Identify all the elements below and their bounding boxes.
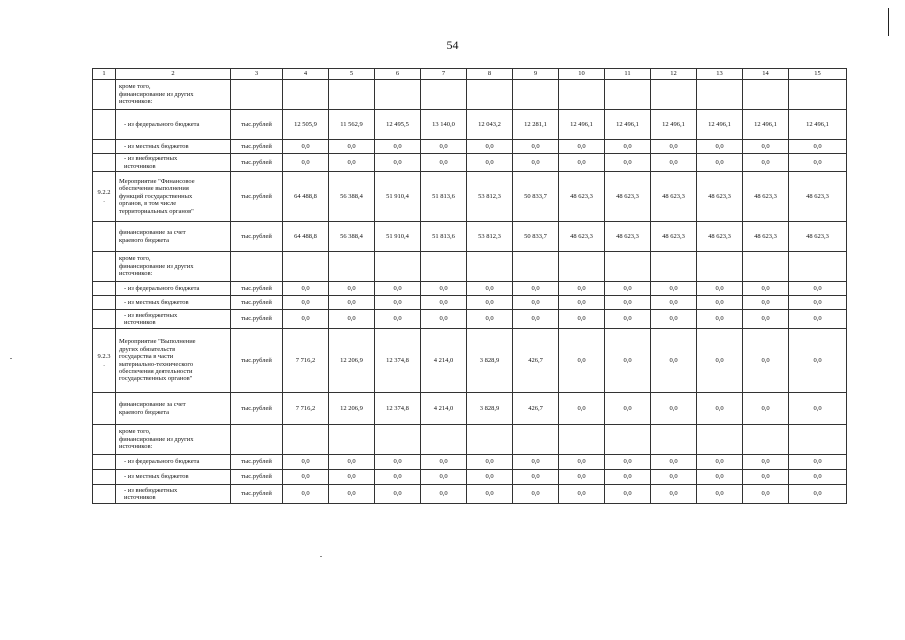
value-cell: 0,0 <box>789 154 847 172</box>
value-cell <box>651 252 697 282</box>
row-name: - из федерального бюджета <box>116 282 231 296</box>
row-code <box>93 425 116 455</box>
value-cell: 0,0 <box>559 282 605 296</box>
value-cell: 0,0 <box>743 296 789 310</box>
table-row <box>93 296 847 310</box>
value-cell: 48 623,3 <box>743 172 789 222</box>
row-code: 9.2.2 . <box>93 172 116 222</box>
value-cell: 48 623,3 <box>605 172 651 222</box>
row-code <box>93 222 116 252</box>
value-cell: 0,0 <box>697 140 743 154</box>
column-number: 5 <box>329 69 375 80</box>
column-number: 10 <box>559 69 605 80</box>
value-cell: 0,0 <box>421 485 467 504</box>
value-cell: 0,0 <box>697 393 743 425</box>
column-number: 9 <box>513 69 559 80</box>
value-cell: 12 496,1 <box>605 110 651 140</box>
value-cell: 426,7 <box>513 329 559 393</box>
table-row <box>93 485 847 504</box>
value-cell: 12 496,1 <box>559 110 605 140</box>
value-cell: 0,0 <box>605 310 651 329</box>
value-cell: 0,0 <box>743 329 789 393</box>
row-unit: тыс.рублей <box>231 296 283 310</box>
value-cell: 0,0 <box>743 485 789 504</box>
column-number: 15 <box>789 69 847 80</box>
value-cell: 48 623,3 <box>651 172 697 222</box>
value-cell: 0,0 <box>513 310 559 329</box>
table-row <box>93 252 847 282</box>
value-cell: 0,0 <box>559 140 605 154</box>
column-number: 2 <box>116 69 231 80</box>
value-cell <box>605 252 651 282</box>
value-cell: 0,0 <box>421 154 467 172</box>
value-cell <box>283 425 329 455</box>
table-row <box>93 470 847 485</box>
value-cell <box>329 80 375 110</box>
row-name: - из местных бюджетов <box>116 296 231 310</box>
row-unit <box>231 425 283 455</box>
row-name: финансирование за счет краевого бюджета <box>116 393 231 425</box>
value-cell: 48 623,3 <box>559 172 605 222</box>
row-unit: тыс.рублей <box>231 172 283 222</box>
row-unit: тыс.рублей <box>231 140 283 154</box>
value-cell <box>375 425 421 455</box>
value-cell: 12 495,5 <box>375 110 421 140</box>
row-code <box>93 154 116 172</box>
value-cell <box>421 80 467 110</box>
value-cell <box>743 252 789 282</box>
table-row <box>93 310 847 329</box>
row-code <box>93 110 116 140</box>
value-cell <box>559 252 605 282</box>
row-name: Мероприятие "Финансовое обеспечение выполнения функций государственных органов, в том числе территориальных органов" <box>116 172 231 222</box>
value-cell: 0,0 <box>375 282 421 296</box>
value-cell <box>375 252 421 282</box>
value-cell: 0,0 <box>789 140 847 154</box>
value-cell: 0,0 <box>651 455 697 470</box>
row-code <box>93 296 116 310</box>
row-unit: тыс.рублей <box>231 329 283 393</box>
table-row <box>93 425 847 455</box>
value-cell: 56 388,4 <box>329 172 375 222</box>
row-unit: тыс.рублей <box>231 222 283 252</box>
table-row <box>93 154 847 172</box>
value-cell: 12 496,1 <box>697 110 743 140</box>
row-name: - из внебюджетных источников <box>116 154 231 172</box>
value-cell: 0,0 <box>743 470 789 485</box>
value-cell <box>513 80 559 110</box>
value-cell: 0,0 <box>421 282 467 296</box>
value-cell: 4 214,0 <box>421 393 467 425</box>
row-code <box>93 80 116 110</box>
value-cell: 56 388,4 <box>329 222 375 252</box>
value-cell: 0,0 <box>605 470 651 485</box>
value-cell <box>559 425 605 455</box>
value-cell: 0,0 <box>375 296 421 310</box>
row-name: финансирование за счет краевого бюджета <box>116 222 231 252</box>
value-cell: 53 812,3 <box>467 172 513 222</box>
value-cell: 0,0 <box>605 140 651 154</box>
column-number: 11 <box>605 69 651 80</box>
value-cell: 0,0 <box>329 470 375 485</box>
value-cell: 0,0 <box>559 485 605 504</box>
table-row <box>93 455 847 470</box>
value-cell: 0,0 <box>697 470 743 485</box>
value-cell: 0,0 <box>329 310 375 329</box>
value-cell: 0,0 <box>513 455 559 470</box>
value-cell <box>697 425 743 455</box>
value-cell: 48 623,3 <box>789 172 847 222</box>
value-cell <box>513 252 559 282</box>
value-cell <box>697 80 743 110</box>
column-number: 13 <box>697 69 743 80</box>
value-cell: 0,0 <box>467 310 513 329</box>
row-name: - из федерального бюджета <box>116 455 231 470</box>
value-cell: 0,0 <box>559 329 605 393</box>
row-unit: тыс.рублей <box>231 154 283 172</box>
value-cell: 0,0 <box>743 455 789 470</box>
value-cell: 50 833,7 <box>513 172 559 222</box>
value-cell <box>329 425 375 455</box>
value-cell: 3 828,9 <box>467 393 513 425</box>
value-cell: 0,0 <box>513 470 559 485</box>
row-name: - из федерального бюджета <box>116 110 231 140</box>
value-cell: 0,0 <box>605 393 651 425</box>
value-cell: 0,0 <box>789 393 847 425</box>
value-cell: 0,0 <box>375 455 421 470</box>
value-cell: 50 833,7 <box>513 222 559 252</box>
value-cell <box>329 252 375 282</box>
row-unit: тыс.рублей <box>231 393 283 425</box>
value-cell: 0,0 <box>375 140 421 154</box>
value-cell: 12 374,8 <box>375 393 421 425</box>
value-cell: 48 623,3 <box>605 222 651 252</box>
row-unit: тыс.рублей <box>231 485 283 504</box>
value-cell: 64 488,8 <box>283 172 329 222</box>
value-cell: 12 374,8 <box>375 329 421 393</box>
value-cell: 0,0 <box>375 485 421 504</box>
value-cell <box>467 425 513 455</box>
row-name: - из внебюджетных источников <box>116 310 231 329</box>
table-row <box>93 222 847 252</box>
row-code <box>93 282 116 296</box>
value-cell: 0,0 <box>651 140 697 154</box>
value-cell: 0,0 <box>283 485 329 504</box>
value-cell: 48 623,3 <box>651 222 697 252</box>
value-cell: 7 716,2 <box>283 329 329 393</box>
table-row <box>93 393 847 425</box>
row-name: кроме того, финансирование из других источников: <box>116 80 231 110</box>
value-cell: 0,0 <box>743 393 789 425</box>
value-cell: 0,0 <box>651 296 697 310</box>
value-cell: 0,0 <box>513 296 559 310</box>
row-name: - из местных бюджетов <box>116 140 231 154</box>
row-code <box>93 393 116 425</box>
value-cell: 0,0 <box>697 282 743 296</box>
value-cell: 12 281,1 <box>513 110 559 140</box>
value-cell: 0,0 <box>421 310 467 329</box>
value-cell: 12 206,9 <box>329 393 375 425</box>
value-cell: 0,0 <box>375 470 421 485</box>
margin-rule <box>888 8 889 36</box>
value-cell: 0,0 <box>697 485 743 504</box>
value-cell: 0,0 <box>375 310 421 329</box>
table-row <box>93 282 847 296</box>
value-cell: 0,0 <box>743 282 789 296</box>
value-cell: 0,0 <box>513 485 559 504</box>
value-cell: 426,7 <box>513 393 559 425</box>
value-cell: 0,0 <box>329 455 375 470</box>
value-cell: 0,0 <box>605 296 651 310</box>
value-cell: 0,0 <box>559 470 605 485</box>
column-number: 12 <box>651 69 697 80</box>
value-cell: 0,0 <box>697 296 743 310</box>
row-code: 9.2.3 . <box>93 329 116 393</box>
value-cell: 0,0 <box>283 140 329 154</box>
value-cell: 0,0 <box>743 154 789 172</box>
value-cell <box>283 252 329 282</box>
value-cell: 0,0 <box>605 329 651 393</box>
table-row <box>93 80 847 110</box>
column-number: 6 <box>375 69 421 80</box>
value-cell: 0,0 <box>513 282 559 296</box>
column-number: 4 <box>283 69 329 80</box>
value-cell: 51 813,6 <box>421 172 467 222</box>
row-name: Мероприятие "Выполнение других обязательств государства в части материально-технического обеспечения деятельности государственных органов" <box>116 329 231 393</box>
value-cell <box>743 425 789 455</box>
value-cell: 0,0 <box>789 296 847 310</box>
value-cell: 0,0 <box>605 485 651 504</box>
value-cell: 0,0 <box>329 140 375 154</box>
value-cell: 0,0 <box>697 310 743 329</box>
value-cell: 0,0 <box>697 154 743 172</box>
value-cell: 12 496,1 <box>651 110 697 140</box>
value-cell: 0,0 <box>467 154 513 172</box>
row-code <box>93 470 116 485</box>
row-name: кроме того, финансирование из других источников: <box>116 425 231 455</box>
value-cell: 0,0 <box>467 296 513 310</box>
value-cell: 0,0 <box>559 296 605 310</box>
value-cell: 0,0 <box>605 455 651 470</box>
row-code <box>93 485 116 504</box>
value-cell: 51 910,4 <box>375 172 421 222</box>
page-number: 54 <box>446 38 459 52</box>
value-cell: 0,0 <box>283 470 329 485</box>
column-number: 1 <box>93 69 116 80</box>
value-cell: 53 812,3 <box>467 222 513 252</box>
value-cell: 7 716,2 <box>283 393 329 425</box>
value-cell <box>743 80 789 110</box>
value-cell: 48 623,3 <box>697 222 743 252</box>
value-cell: 0,0 <box>467 485 513 504</box>
column-number: 7 <box>421 69 467 80</box>
value-cell <box>697 252 743 282</box>
value-cell: 0,0 <box>283 282 329 296</box>
value-cell: 0,0 <box>651 154 697 172</box>
value-cell <box>789 425 847 455</box>
value-cell: 48 623,3 <box>789 222 847 252</box>
value-cell: 0,0 <box>283 154 329 172</box>
value-cell: 0,0 <box>789 310 847 329</box>
value-cell: 0,0 <box>651 329 697 393</box>
value-cell: 0,0 <box>789 485 847 504</box>
row-unit: тыс.рублей <box>231 455 283 470</box>
value-cell <box>651 80 697 110</box>
table-row <box>93 110 847 140</box>
value-cell: 0,0 <box>421 455 467 470</box>
value-cell: 3 828,9 <box>467 329 513 393</box>
value-cell: 0,0 <box>651 282 697 296</box>
scan-speck <box>10 358 12 359</box>
value-cell: 0,0 <box>559 310 605 329</box>
value-cell <box>467 252 513 282</box>
table-row <box>93 140 847 154</box>
scan-speck <box>320 556 322 557</box>
budget-table <box>92 68 847 504</box>
column-number: 8 <box>467 69 513 80</box>
value-cell: 0,0 <box>789 282 847 296</box>
row-unit: тыс.рублей <box>231 470 283 485</box>
value-cell: 0,0 <box>651 485 697 504</box>
value-cell: 48 623,3 <box>743 222 789 252</box>
row-code <box>93 140 116 154</box>
value-cell: 0,0 <box>651 310 697 329</box>
table-row <box>93 329 847 393</box>
value-cell: 12 496,1 <box>789 110 847 140</box>
value-cell: 0,0 <box>467 455 513 470</box>
row-name: - из местных бюджетов <box>116 470 231 485</box>
value-cell: 0,0 <box>789 329 847 393</box>
value-cell: 12 496,1 <box>743 110 789 140</box>
value-cell: 64 488,8 <box>283 222 329 252</box>
value-cell: 0,0 <box>789 470 847 485</box>
row-unit: тыс.рублей <box>231 310 283 329</box>
value-cell: 51 813,6 <box>421 222 467 252</box>
value-cell: 0,0 <box>651 393 697 425</box>
column-number: 14 <box>743 69 789 80</box>
value-cell <box>467 80 513 110</box>
value-cell: 0,0 <box>329 282 375 296</box>
value-cell: 0,0 <box>605 154 651 172</box>
value-cell: 0,0 <box>375 154 421 172</box>
row-unit: тыс.рублей <box>231 110 283 140</box>
value-cell: 13 140,0 <box>421 110 467 140</box>
value-cell <box>605 425 651 455</box>
column-number: 3 <box>231 69 283 80</box>
value-cell: 0,0 <box>743 140 789 154</box>
value-cell: 0,0 <box>559 154 605 172</box>
value-cell <box>421 252 467 282</box>
value-cell: 11 562,9 <box>329 110 375 140</box>
value-cell: 0,0 <box>697 329 743 393</box>
value-cell: 0,0 <box>605 282 651 296</box>
value-cell: 0,0 <box>329 296 375 310</box>
value-cell: 0,0 <box>559 455 605 470</box>
row-code <box>93 310 116 329</box>
value-cell: 12 505,9 <box>283 110 329 140</box>
row-unit <box>231 252 283 282</box>
value-cell: 0,0 <box>329 154 375 172</box>
value-cell <box>605 80 651 110</box>
table-row <box>93 172 847 222</box>
value-cell: 0,0 <box>467 140 513 154</box>
row-name: - из внебюджетных источников <box>116 485 231 504</box>
value-cell: 0,0 <box>743 310 789 329</box>
value-cell: 51 910,4 <box>375 222 421 252</box>
row-unit: тыс.рублей <box>231 282 283 296</box>
value-cell: 0,0 <box>283 455 329 470</box>
value-cell <box>375 80 421 110</box>
value-cell: 0,0 <box>559 393 605 425</box>
value-cell <box>421 425 467 455</box>
value-cell: 0,0 <box>421 470 467 485</box>
row-code <box>93 252 116 282</box>
value-cell <box>789 80 847 110</box>
value-cell: 48 623,3 <box>559 222 605 252</box>
value-cell: 0,0 <box>513 140 559 154</box>
value-cell <box>559 80 605 110</box>
value-cell: 0,0 <box>421 296 467 310</box>
value-cell: 0,0 <box>651 470 697 485</box>
value-cell: 0,0 <box>283 310 329 329</box>
value-cell: 0,0 <box>283 296 329 310</box>
row-name: кроме того, финансирование из других источников: <box>116 252 231 282</box>
value-cell: 4 214,0 <box>421 329 467 393</box>
value-cell: 0,0 <box>329 485 375 504</box>
value-cell <box>513 425 559 455</box>
value-cell <box>789 252 847 282</box>
value-cell: 12 206,9 <box>329 329 375 393</box>
value-cell: 0,0 <box>467 470 513 485</box>
value-cell <box>651 425 697 455</box>
value-cell: 0,0 <box>467 282 513 296</box>
column-number-row <box>93 69 847 80</box>
value-cell: 12 043,2 <box>467 110 513 140</box>
value-cell: 0,0 <box>697 455 743 470</box>
value-cell <box>283 80 329 110</box>
value-cell: 48 623,3 <box>697 172 743 222</box>
value-cell: 0,0 <box>513 154 559 172</box>
row-code <box>93 455 116 470</box>
value-cell: 0,0 <box>421 140 467 154</box>
row-unit <box>231 80 283 110</box>
value-cell: 0,0 <box>789 455 847 470</box>
